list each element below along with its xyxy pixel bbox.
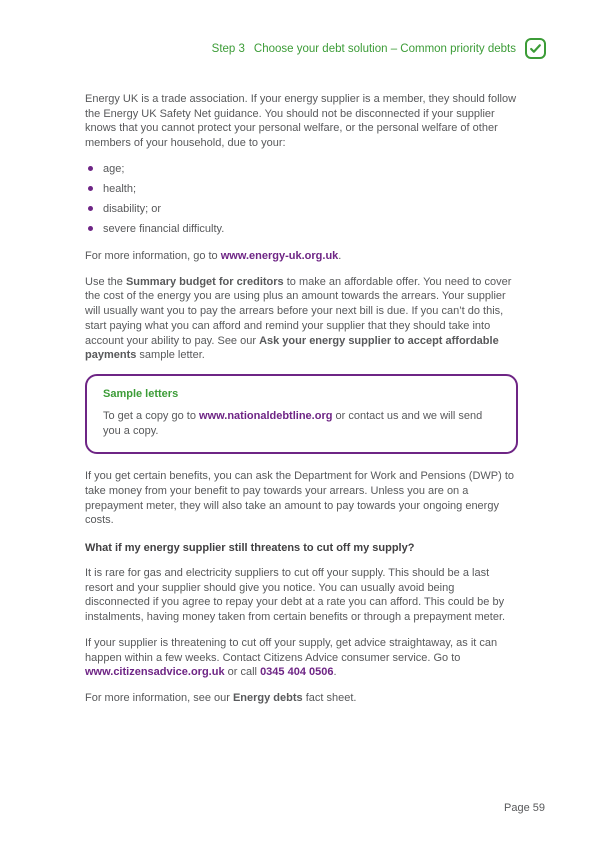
subheading-cut-off-supply: What if my energy supplier still threatens to cut off my supply? xyxy=(85,542,415,555)
text-segment: If your supplier is threatening to cut off your supply, get advice straightaway, as it can happen within a few weeks. Contact Citizens Advice consumer service. Go to xyxy=(85,636,498,664)
paragraph-fact-sheet xyxy=(85,691,518,706)
paragraph-more-info xyxy=(85,249,518,264)
bold-energy-debts: Energy debts xyxy=(232,692,303,705)
page-header xyxy=(85,38,546,59)
text-segment: For more information, see our xyxy=(85,692,233,705)
text-segment: To get a copy go to xyxy=(103,409,200,422)
link-nationaldebtline[interactable]: www.nationaldebtline.org xyxy=(199,409,333,422)
paragraph-rare-disconnection: It is rare for gas and electricity suppliers to cut off your supply. This should be a last resort and your supplier should give you notice. You can usually avoid being disconnected if you agree to repay your debt at a rate you can afford. This could be by instalments, having money taken from certain benefits or through a prepayment meter. xyxy=(85,566,506,624)
bullet-icon xyxy=(88,186,93,191)
link-energy-uk[interactable]: www.energy-uk.org.uk xyxy=(220,249,339,262)
page-number: Page 59 xyxy=(504,802,545,814)
phone-number-link[interactable]: 0345 404 0506 xyxy=(260,666,334,679)
text-segment: fact sheet. xyxy=(302,692,357,705)
sample-letters-box xyxy=(85,374,518,454)
bullet-icon xyxy=(88,166,93,171)
text-segment: or call xyxy=(224,666,261,679)
page-footer xyxy=(504,802,545,814)
header-step-label: Step 3 xyxy=(211,42,245,55)
paragraph-get-advice xyxy=(85,636,518,680)
checkmark-icon xyxy=(525,38,546,59)
list-item-text: age; xyxy=(103,162,125,175)
welfare-bullet-list xyxy=(85,162,518,236)
list-item-text: disability; or xyxy=(103,202,162,215)
list-item xyxy=(85,162,518,176)
paragraph-intro: Energy UK is a trade association. If your energy supplier is a member, they should follow the Energy UK Safety Net guidance. You should not be disconnected if your supplier knows that you cannot protect your personal welfare, or the personal welfare of other members of your household, due to your: xyxy=(85,93,517,150)
text-segment: sample letter. xyxy=(136,349,205,362)
link-citizens-advice[interactable]: www.citizensadvice.org.uk xyxy=(85,666,225,679)
list-item-text: health; xyxy=(103,182,137,195)
list-item xyxy=(85,202,518,216)
text-segment: or contact us and we will send you a copy. xyxy=(103,409,483,437)
text-segment: . xyxy=(333,666,337,679)
sample-letters-text xyxy=(103,409,500,438)
sample-letters-heading: Sample letters xyxy=(103,388,179,401)
bullet-icon xyxy=(88,226,93,231)
text-segment: to make an affordable offer. You need to cover the cost of the energy you are using plus an amount towards the arrears. Your supplier will usually want you to pay the arrears before your next bill is due. If you can’t do this, start paying what you can afford and remind your supplier that they should take into account your ability to pay. See our xyxy=(85,275,512,347)
text-segment: For more information, go to xyxy=(85,249,221,262)
bold-summary-budget: Summary budget for creditors xyxy=(125,275,284,288)
text-segment: . xyxy=(338,249,342,262)
text-segment: Use the xyxy=(85,275,126,288)
list-item xyxy=(85,222,518,236)
list-item-text: severe financial difficulty. xyxy=(103,222,225,235)
list-item xyxy=(85,182,518,196)
paragraph-benefits: If you get certain benefits, you can ask the Department for Work and Pensions (DWP) to take money from your benefit to pay towards your arrears. Unless you are on a prepayment meter, they will also take an amount to pay towards your ongoing energy costs. xyxy=(85,470,514,527)
header-title: Choose your debt solution – Common priority debts xyxy=(253,42,516,55)
page-content xyxy=(85,92,518,717)
paragraph-affordable-offer xyxy=(85,275,518,363)
bullet-icon xyxy=(88,206,93,211)
bold-sample-letter-name: Ask your energy supplier to accept affordable payments xyxy=(85,334,499,362)
